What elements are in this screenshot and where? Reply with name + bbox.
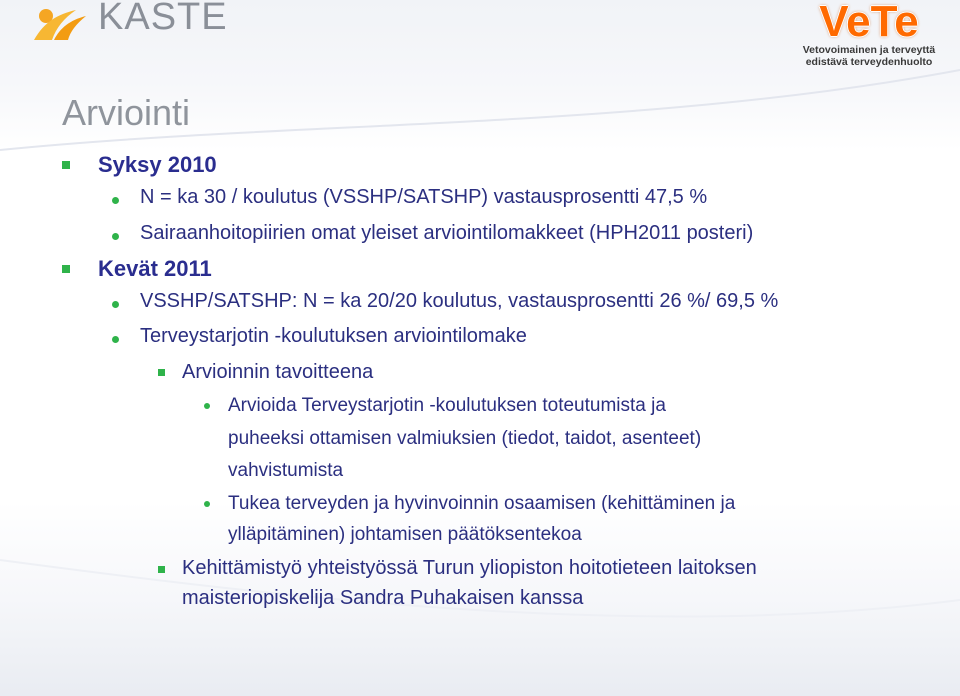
- dot-bullet-icon: [204, 403, 210, 409]
- list-item: Terveystarjotin -koulutuksen arviointilomake: [140, 325, 527, 347]
- list-item-line: Tukea terveyden ja hyvinvoinnin osaamisen (kehittäminen ja: [228, 493, 736, 514]
- list-item: N = ka 30 / koulutus (VSSHP/SATSHP) vastausprosentti 47,5 %: [140, 186, 708, 208]
- square-bullet-icon: [62, 161, 70, 169]
- vete-logo-text: VeTe: [819, 0, 919, 46]
- dot-bullet-icon: [112, 233, 119, 240]
- dot-bullet-icon: [112, 336, 119, 343]
- list-item-line: maisteriopiskelija Sandra Puhakaisen kanssa: [182, 587, 584, 609]
- square-bullet-icon: [62, 265, 70, 273]
- list-item-line: Arvioida Terveystarjotin -koulutuksen toteutumista ja: [228, 395, 666, 416]
- list-item-line: puheeksi ottamisen valmiuksien (tiedot, taidot, asenteet): [228, 428, 702, 449]
- page-title: Arviointi: [62, 92, 191, 133]
- vete-logo: [794, 0, 944, 68]
- list-item: Sairaanhoitopiirien omat yleiset arviointilomakkeet (HPH2011 posteri): [140, 222, 754, 244]
- section-heading-kevat: Kevät 2011: [98, 256, 212, 281]
- kaste-emblem-icon: [30, 0, 90, 46]
- dot-bullet-icon: [204, 501, 210, 507]
- vete-subtitle-2: edistävä terveydenhuolto: [805, 56, 933, 68]
- list-item-line: vahvistumista: [228, 460, 344, 481]
- square-bullet-icon: [158, 566, 165, 573]
- list-item-line: Kehittämistyö yhteistyössä Turun yliopiston hoitotieteen laitoksen: [182, 557, 757, 579]
- kaste-logo: [30, 0, 230, 50]
- list-item: VSSHP/SATSHP: N = ka 20/20 koulutus, vastausprosentti 26 %/ 69,5 %: [140, 290, 779, 312]
- subsection-heading-tavoite: Arvioinnin tavoitteena: [182, 361, 374, 383]
- vete-subtitle-1: Vetovoimainen ja terveyttä: [802, 44, 936, 56]
- kaste-logo-text: KASTE: [98, 0, 228, 38]
- dot-bullet-icon: [112, 197, 119, 204]
- dot-bullet-icon: [112, 301, 119, 308]
- section-heading-syksy: Syksy 2010: [98, 152, 217, 177]
- square-bullet-icon: [158, 369, 165, 376]
- list-item-line: ylläpitäminen) johtamisen päätöksentekoa: [228, 524, 582, 545]
